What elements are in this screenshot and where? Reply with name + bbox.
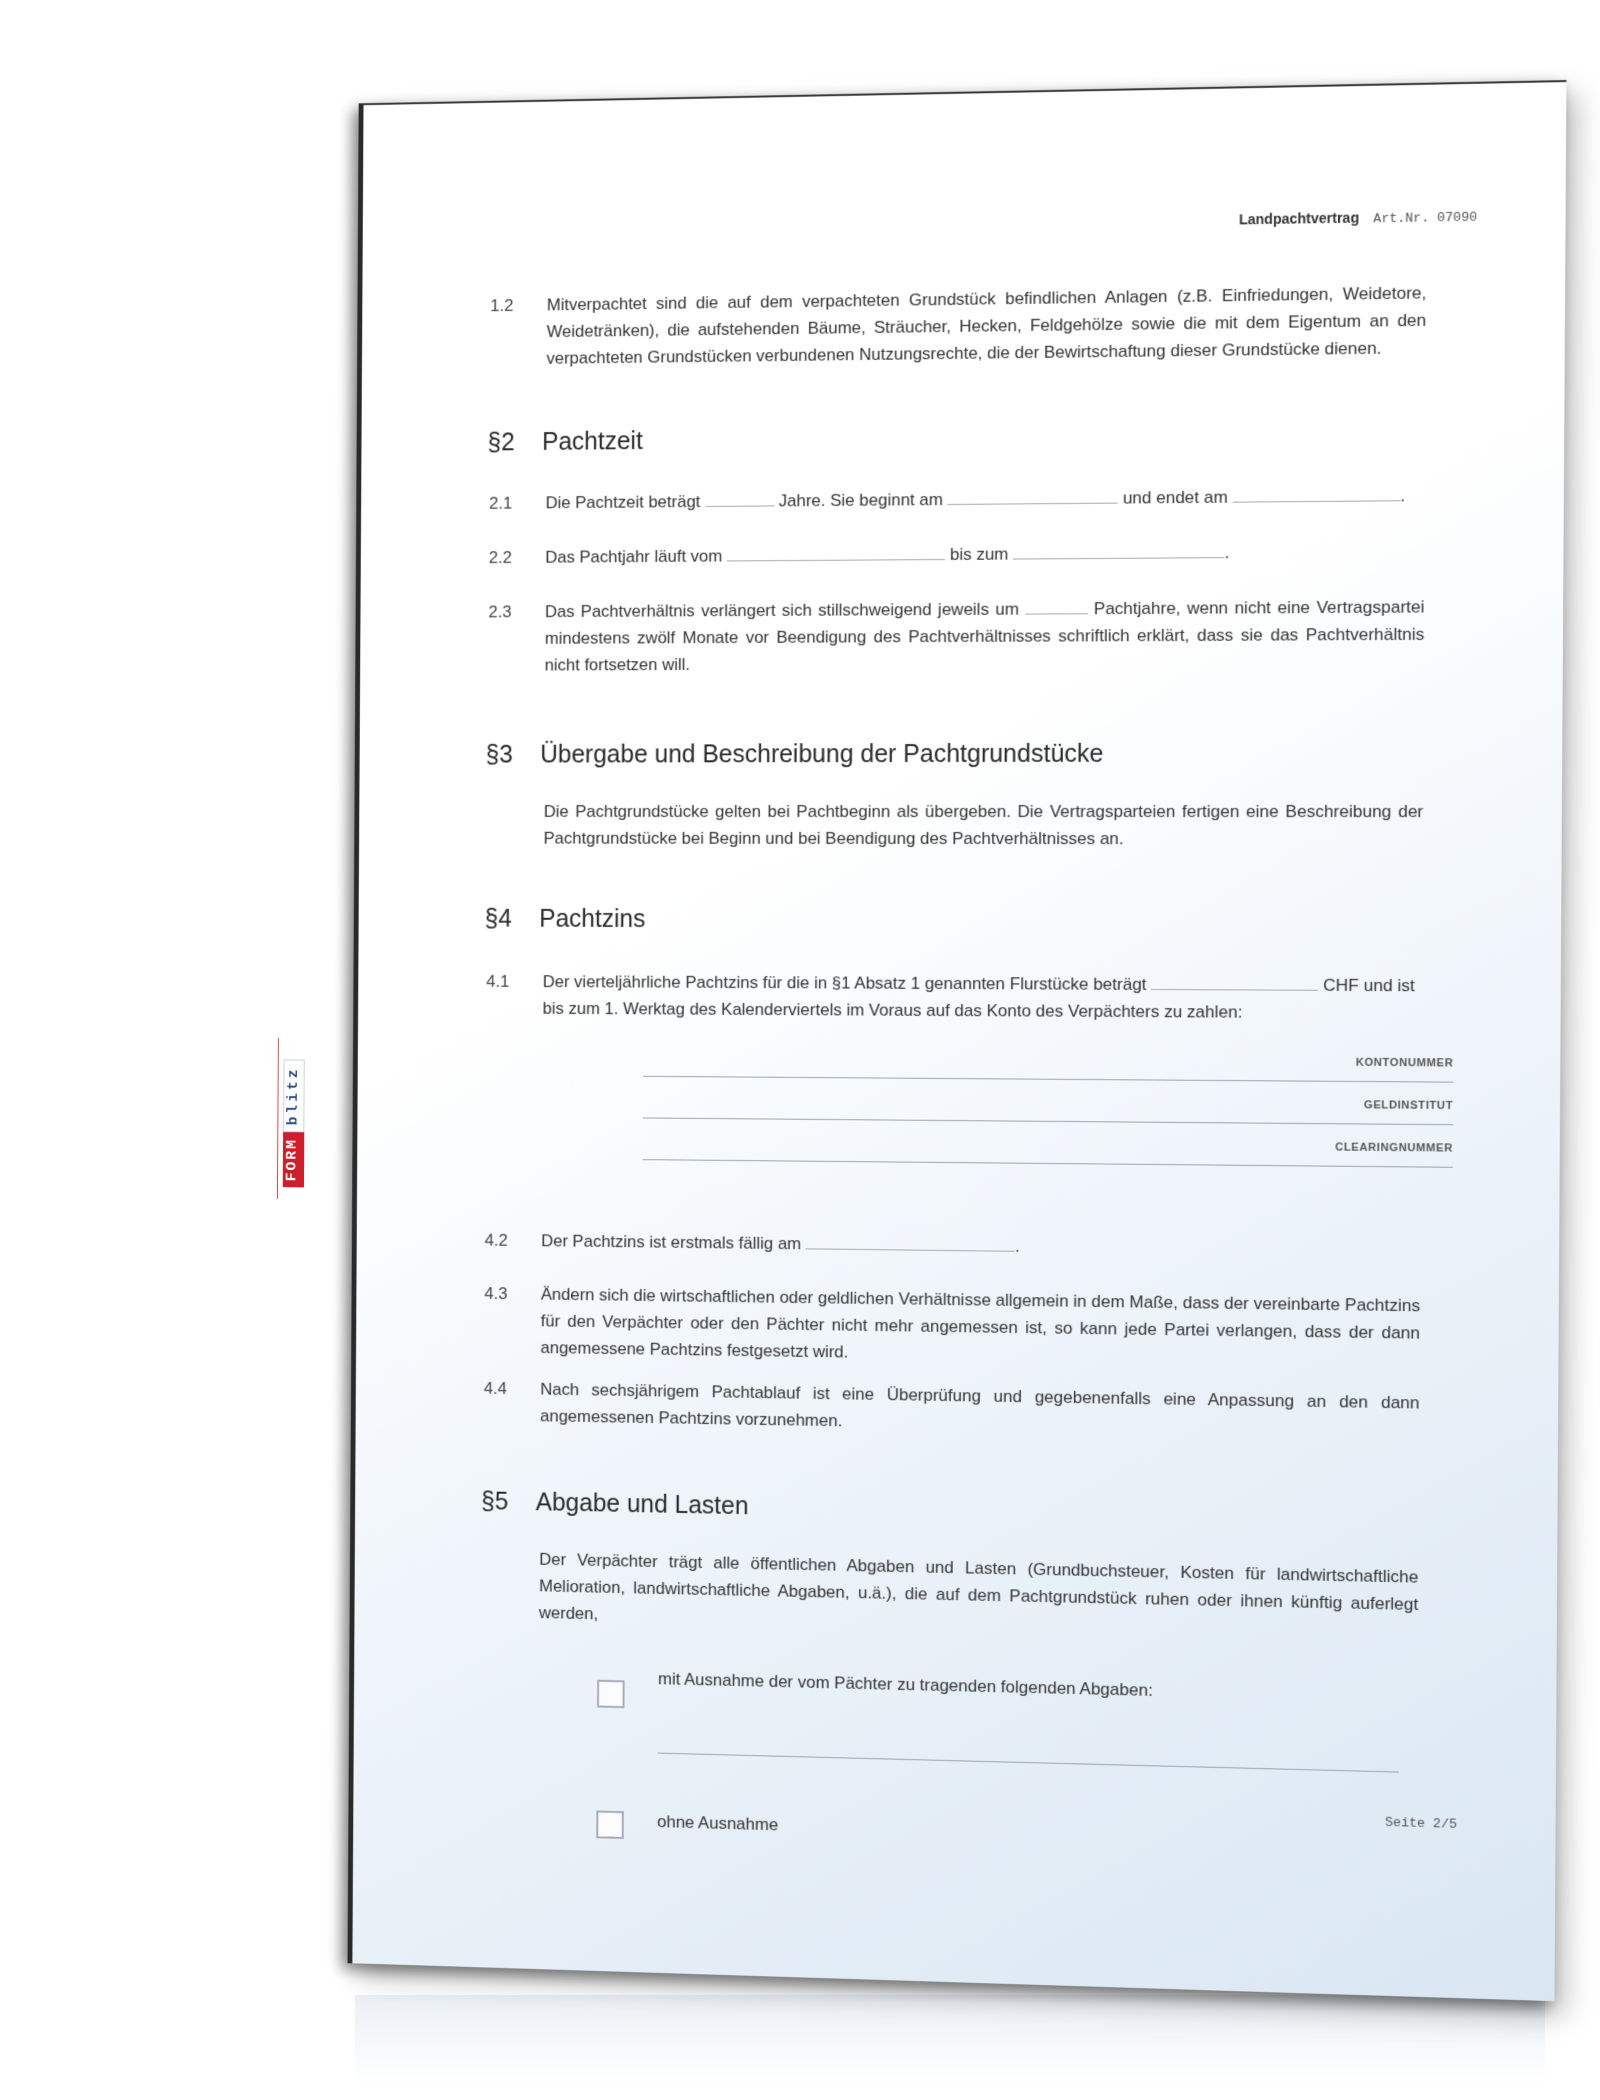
clause-4-2 [541, 1227, 1420, 1264]
item-number-4-1: 4.1 [486, 971, 510, 991]
item-number-4-3: 4.3 [484, 1284, 508, 1304]
section-2-heading [487, 427, 642, 457]
brand-sideband [283, 1050, 305, 1188]
clause-4-2-b: . [1014, 1236, 1020, 1256]
section-5-heading [481, 1487, 749, 1521]
document-title: Landpachtvertrag [1238, 209, 1360, 228]
blank-start-date[interactable] [948, 489, 1118, 505]
clause-2-2-b: bis zum [949, 544, 1009, 564]
option-1-checkbox[interactable] [597, 1680, 625, 1708]
clause-2-2 [545, 538, 1425, 571]
blank-extension-years[interactable] [1025, 599, 1087, 614]
item-number-2-3: 2.3 [488, 602, 512, 622]
clearing-number-field[interactable] [643, 1123, 1454, 1167]
bank-institute-field[interactable] [643, 1082, 1454, 1125]
blank-first-due-date[interactable] [806, 1234, 1015, 1251]
sideband-line [277, 1038, 279, 1199]
clearing-number-label: CLEARINGNUMMER [1335, 1141, 1453, 1155]
clause-3-text: Die Pachtgrundstücke gelten bei Pachtbeginn als übergeben. Die Vertragsparteien fertigen eine Beschreibung der Pachtgrundstücke bei Beginn und bei Beendigung des Pachtverhältnisses an. [543, 801, 1424, 849]
section-5-title: Abgabe und Lasten [535, 1488, 749, 1521]
clause-2-2-c: . [1224, 542, 1230, 563]
clause-4-1 [543, 968, 1423, 1026]
blank-pachtjahr-to[interactable] [1013, 543, 1225, 560]
formblitz-logo [283, 1050, 305, 1188]
section-2-number: §2 [487, 428, 515, 457]
clause-1-2 [546, 279, 1426, 372]
page-number: Seite 2/5 [1385, 1814, 1457, 1832]
clause-2-3-b: Pachtjahre, wenn nicht eine Vertragspartei mindestens zwölf Monate vor Beendigung des Pachtverhältnisses schriftlich erklärt, dass sie das Pachtverhältnis nicht fortsetzen will. [544, 597, 1425, 675]
section-4-heading [485, 905, 646, 934]
option-2-label: ohne Ausnahme [657, 1812, 779, 1835]
item-number-2-1: 2.1 [489, 493, 513, 513]
clause-2-1-a: Die Pachtzeit beträgt [545, 492, 701, 513]
clause-2-1-b: Jahre. Sie beginnt am [778, 490, 944, 511]
clause-4-1-b: und ist bis zum 1. Werktag des Kalenderviertels im Voraus auf das Konto des Verpächters zu zahlen: [542, 975, 1415, 1022]
blank-pachtjahr-from[interactable] [727, 545, 945, 561]
document-header [1239, 208, 1477, 229]
item-number-4-2: 4.2 [484, 1230, 508, 1250]
clause-5 [539, 1546, 1419, 1646]
clause-4-1-currency: CHF [1323, 975, 1359, 996]
section-4-number: §4 [484, 904, 512, 933]
option-1-line[interactable] [658, 1753, 1399, 1773]
item-number-4-4: 4.4 [483, 1378, 507, 1398]
article-number: Art.Nr. 07090 [1373, 209, 1478, 227]
section-5-number: §5 [481, 1487, 509, 1516]
logo-form: FORM [283, 1132, 305, 1187]
page-reflection [355, 1995, 1545, 2085]
clause-4-4-text: Nach sechsjährigem Pachtablauf ist eine Überprüfung und gegebenenfalls eine Anpassung an den dann angemessenen Pachtzins vorzunehmen. [540, 1379, 1420, 1431]
section-4-title: Pachtzins [539, 904, 646, 933]
clause-4-4 [540, 1376, 1420, 1444]
blank-end-date[interactable] [1233, 486, 1401, 503]
clause-2-3 [545, 593, 1425, 678]
account-number-label: KONTONUMMER [1355, 1056, 1454, 1070]
document-page-wrapper [283, 80, 1567, 2001]
clause-5-text: Der Verpächter trägt alle öffentlichen Abgaben und Lasten (Grundbuchsteuer, Kosten für landwirtschaftliche Melioration, landwirtschaftliche Abgaben, u.ä.), die auf dem Pachtgrundstück ruhen oder ihnen künftig auferlegt werden, [538, 1549, 1419, 1624]
section-2-title: Pachtzeit [542, 427, 643, 456]
clause-4-1-a: Der vierteljährliche Pachtzins für die in §1 Absatz 1 genannten Flurstücke beträgt [542, 972, 1147, 994]
clause-2-2-a: Das Pachtjahr läuft vom [545, 546, 723, 567]
clause-4-2-a: Der Pachtzins ist erstmals fällig am [541, 1231, 802, 1254]
clause-2-1-c: und endet am [1122, 487, 1228, 508]
clause-1-2-text: Mitverpachtet sind die auf dem verpachteten Grundstück befindlichen Anlagen (z.B. Einfriedungen, Weidetore, Weidetränken), die aufstehenden Bäume, Sträucher, Hecken, Feldgehölze sowie die mit dem Eigentum an den verpachteten Grundstücken verbundenen Nutzungsrechte, die der Bewirtschaftung dieser Grundstücke dienen. [546, 283, 1427, 368]
clause-3 [544, 798, 1424, 853]
item-number-1-2: 1.2 [490, 296, 514, 316]
clause-4-3-text: Ändern sich die wirtschaftlichen oder geldlichen Verhältnisse allgemein in dem Maße, dass der vereinbarte Pachtzins für den Verpächter oder den Pächter nicht mehr angemessen ist, so kann jede Partei verlangen, dass der dann angemessene Pachtzins festgesetzt wird. [540, 1284, 1421, 1362]
document-page [283, 80, 1567, 2001]
clause-4-3 [540, 1281, 1420, 1374]
bank-institute-label: GELDINSTITUT [1363, 1099, 1454, 1113]
logo-blitz: blitz [283, 1059, 305, 1132]
blank-duration-years[interactable] [705, 491, 774, 506]
item-number-2-2: 2.2 [488, 548, 512, 568]
option-1-label: mit Ausnahme der vom Pächter zu tragenden folgenden Abgaben: [657, 1669, 1153, 1700]
blank-rent-amount[interactable] [1151, 975, 1318, 991]
clause-2-1-d: . [1400, 486, 1406, 506]
section-3-heading [486, 740, 1104, 770]
section-3-title: Übergabe und Beschreibung der Pachtgrundstücke [540, 739, 1104, 769]
clause-2-1 [546, 482, 1426, 516]
clause-2-3-a: Das Pachtverhältnis verlängert sich stillschweigend jeweils um [544, 599, 1019, 622]
account-number-field[interactable] [643, 1040, 1454, 1083]
section-3-number: §3 [485, 740, 513, 769]
option-2-checkbox[interactable] [596, 1810, 624, 1838]
